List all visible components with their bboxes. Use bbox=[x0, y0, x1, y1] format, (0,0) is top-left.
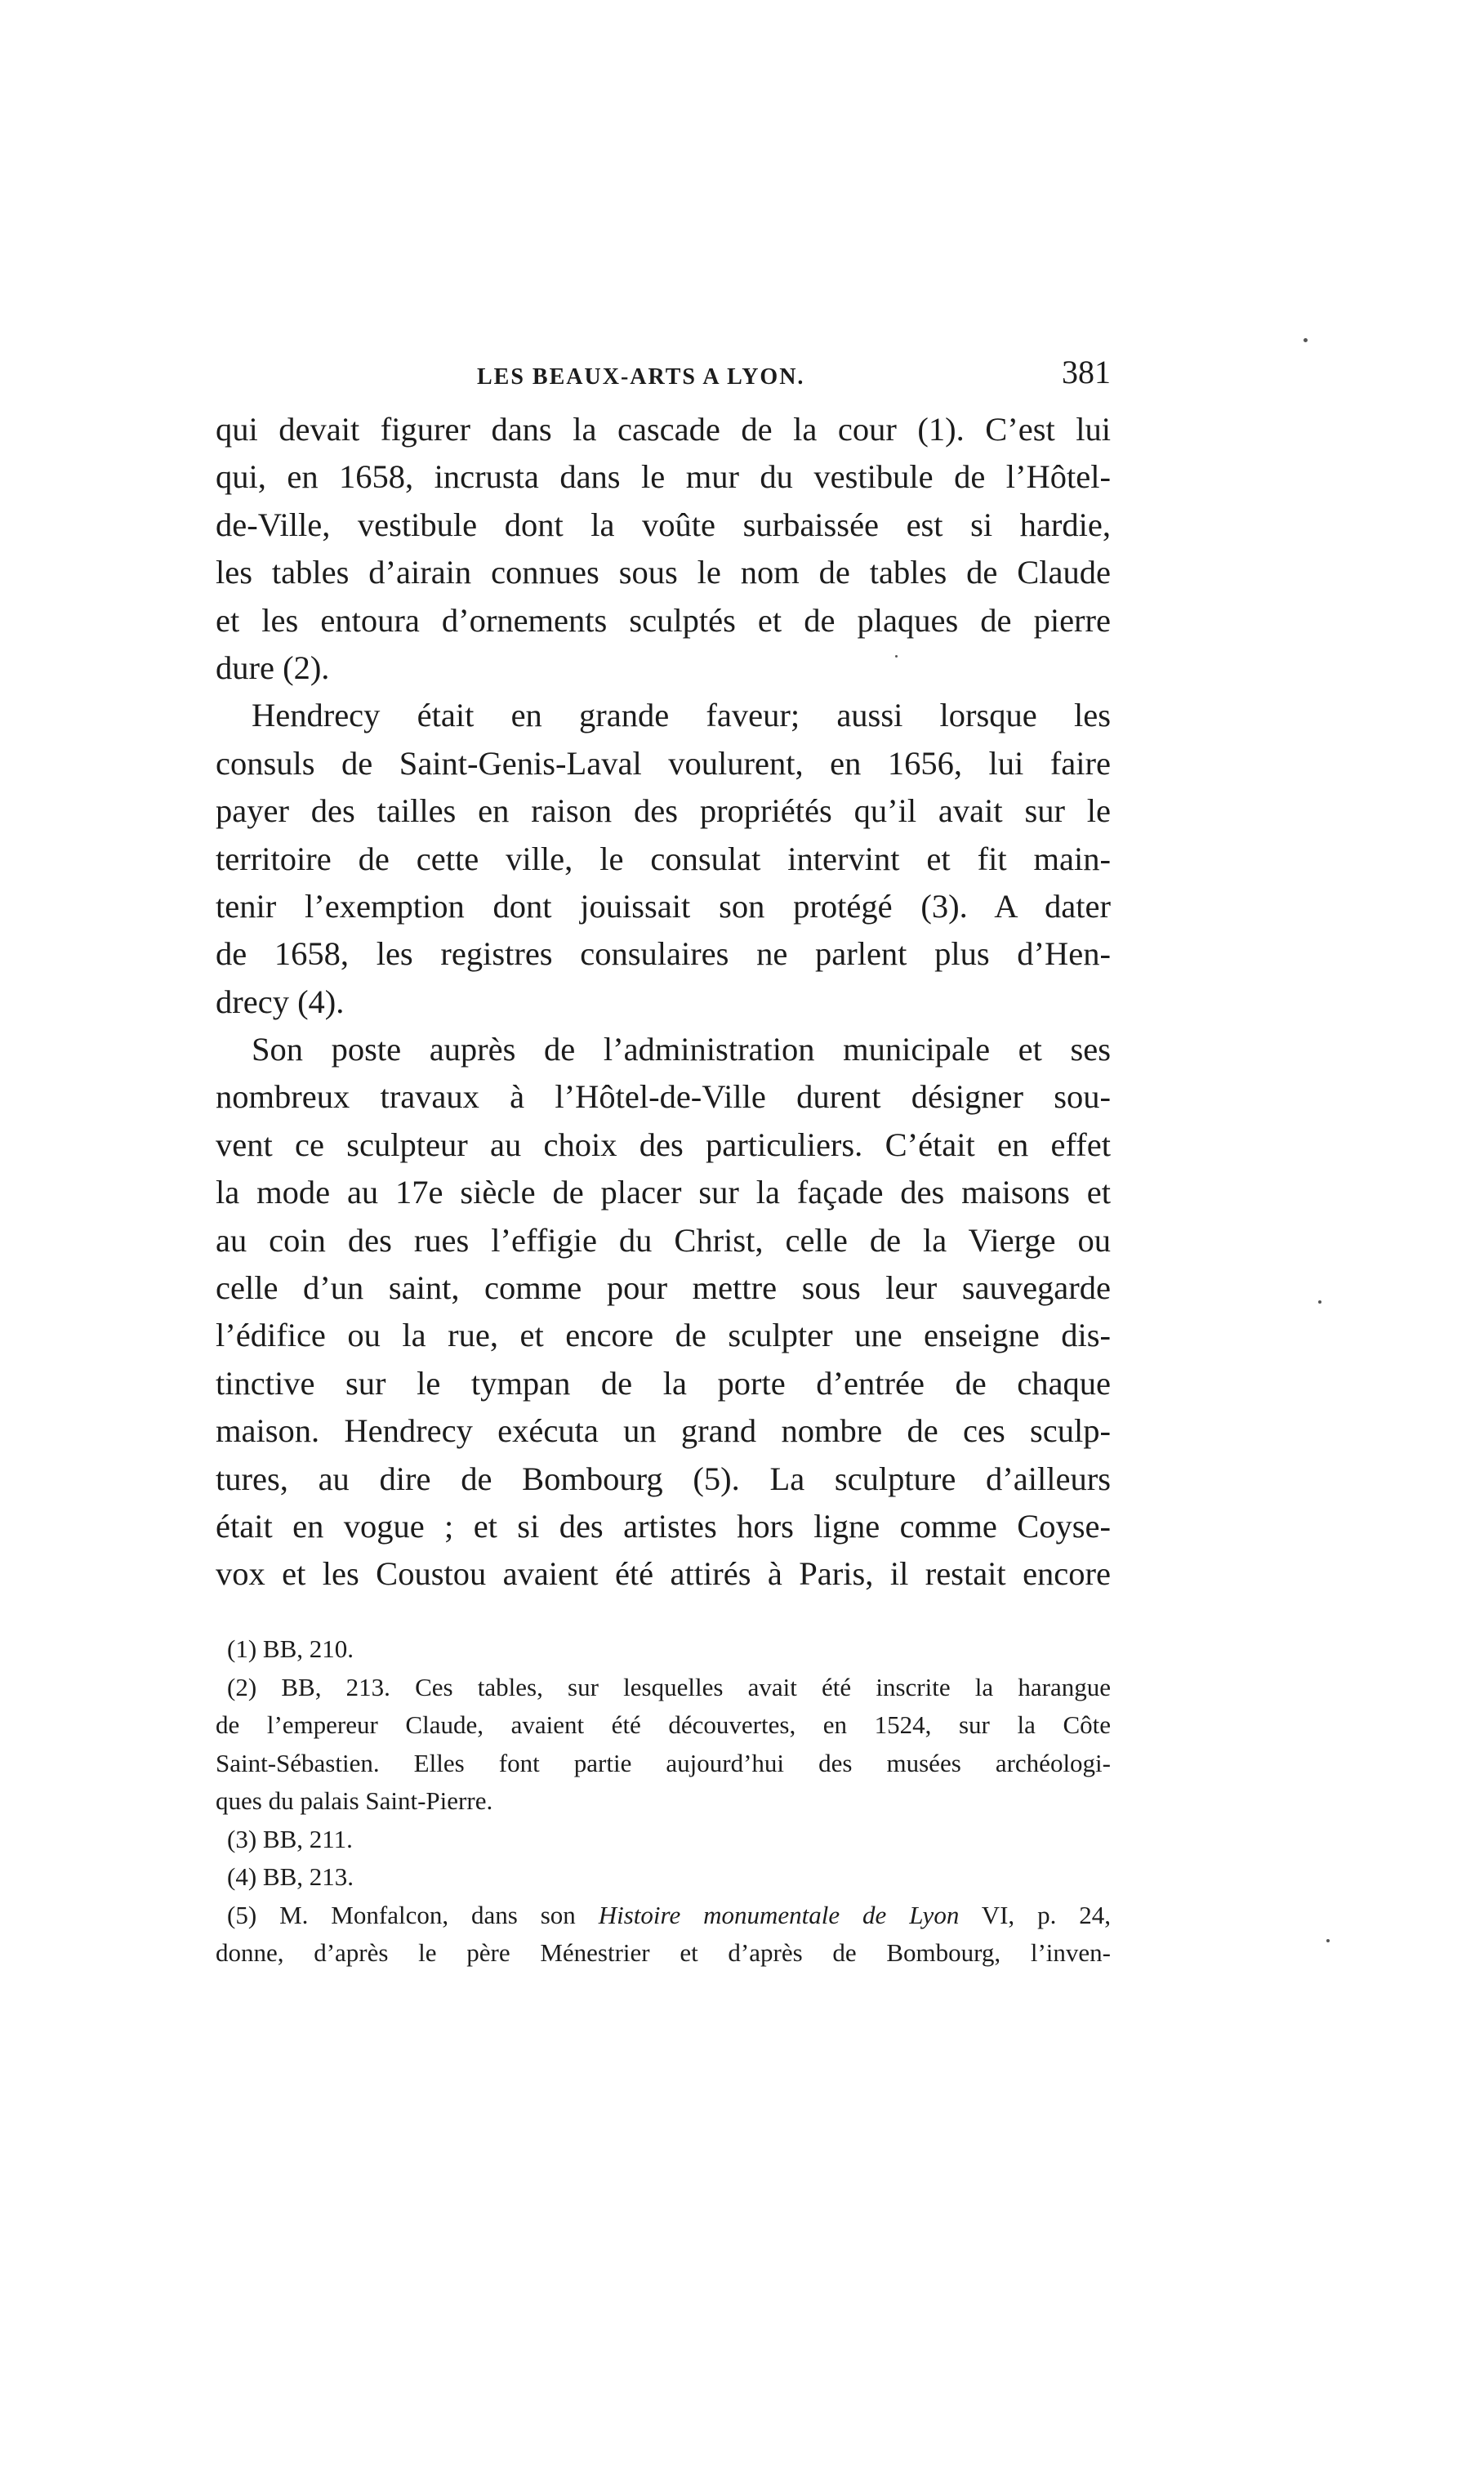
footnote-2-continued: Saint-Sébastien. Elles font partie aujourd’hui des musées archéologi- bbox=[216, 1748, 1111, 1777]
text-line: de-Ville, vestibule dont la voûte surbaissée est si hardie, bbox=[216, 506, 1111, 543]
footnote-5-prefix: (5) M. Monfalcon, dans son bbox=[227, 1900, 599, 1929]
page-number: 381 bbox=[1062, 354, 1111, 390]
text-line: payer des tailles en raison des propriétés qu’il avait sur le bbox=[216, 792, 1111, 830]
text-line: et les entoura d’ornements sculptés et de plaques de pierre bbox=[216, 601, 1111, 639]
text-line: vent ce sculpteur au choix des particuliers. C’était en effet bbox=[216, 1126, 1111, 1163]
text-line: Son poste auprès de l’administration municipale et ses bbox=[252, 1031, 1111, 1068]
footnote-3: (3) BB, 211. bbox=[227, 1824, 353, 1853]
footnote-5-suffix: VI, p. 24, bbox=[959, 1900, 1111, 1929]
footnote-1: (1) BB, 210. bbox=[227, 1634, 354, 1663]
running-head bbox=[216, 353, 1111, 402]
text-line: au coin des rues l’effigie du Christ, celle de la Vierge ou bbox=[216, 1221, 1111, 1259]
footnote-2-continued: ques du palais Saint-Pierre. bbox=[216, 1786, 493, 1815]
text-line: territoire de cette ville, le consulat intervint et fit main- bbox=[216, 840, 1111, 877]
footnote-2: (2) BB, 213. Ces tables, sur lesquelles avait été inscrite la harangue bbox=[227, 1672, 1111, 1701]
footnote-5-continued: donne, d’après le père Ménestrier et d’après de Bombourg, l’inven- bbox=[216, 1938, 1111, 1967]
text-line: consuls de Saint-Genis-Laval voulurent, en 1656, lui faire bbox=[216, 744, 1111, 782]
text-line: qui devait figurer dans la cascade de la cour (1). C’est lui bbox=[216, 411, 1111, 448]
footnote-5-book-title: Histoire monumentale de Lyon bbox=[598, 1900, 960, 1929]
text-line: l’édifice ou la rue, et encore de sculpter une enseigne dis- bbox=[216, 1317, 1111, 1354]
scan-speck bbox=[1304, 338, 1308, 342]
text-line: celle d’un saint, comme pour mettre sous leur sauvegarde bbox=[216, 1269, 1111, 1307]
text-line: nombreux travaux à l’Hôtel-de-Ville durent désigner sou- bbox=[216, 1078, 1111, 1116]
scan-speck bbox=[1326, 1939, 1330, 1942]
footnotes bbox=[216, 1630, 1111, 1973]
text-line: les tables d’airain connues sous le nom de tables de Claude bbox=[216, 554, 1111, 591]
text-line: tures, au dire de Bombourg (5). La sculpture d’ailleurs bbox=[216, 1460, 1111, 1497]
text-line: était en vogue ; et si des artistes hors ligne comme Coyse- bbox=[216, 1507, 1111, 1545]
scan-speck bbox=[1318, 1300, 1321, 1304]
text-line: Hendrecy était en grande faveur; aussi lorsque les bbox=[252, 697, 1111, 734]
body-text bbox=[216, 406, 1111, 1598]
text-line: tenir l’exemption dont jouissait son protégé (3). A dater bbox=[216, 887, 1111, 925]
scan-speck bbox=[895, 655, 898, 658]
text-line: dure (2). bbox=[216, 649, 330, 686]
footnote-5 bbox=[216, 1897, 1111, 1935]
running-title: LES BEAUX-ARTS A LYON. bbox=[477, 364, 805, 390]
text-line: vox et les Coustou avaient été attirés à Paris, il restait encore bbox=[216, 1555, 1111, 1593]
footnote-2-continued: de l’empereur Claude, avaient été découvertes, en 1524, sur la Côte bbox=[216, 1710, 1111, 1739]
text-line: de 1658, les registres consulaires ne parlent plus d’Hen- bbox=[216, 935, 1111, 973]
text-line: drecy (4). bbox=[216, 983, 345, 1020]
text-line: qui, en 1658, incrusta dans le mur du vestibule de l’Hôtel- bbox=[216, 458, 1111, 496]
text-line: la mode au 17e siècle de placer sur la façade des maisons et bbox=[216, 1174, 1111, 1211]
footnote-4: (4) BB, 213. bbox=[227, 1862, 354, 1891]
text-line: maison. Hendrecy exécuta un grand nombre de ces sculp- bbox=[216, 1412, 1111, 1450]
text-line: tinctive sur le tympan de la porte d’entrée de chaque bbox=[216, 1364, 1111, 1402]
